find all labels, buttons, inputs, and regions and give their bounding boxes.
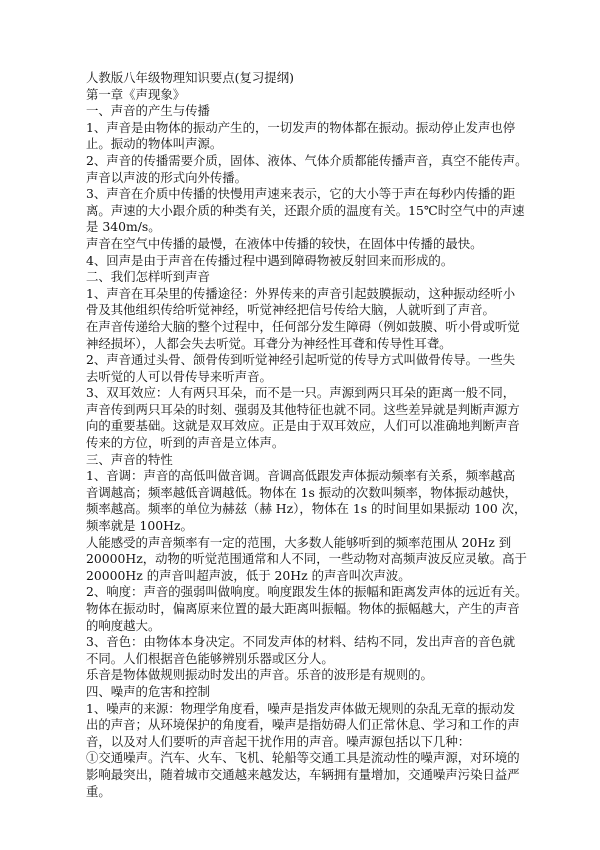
text-line: ①交通噪声。汽车、火车、飞机、轮船等交通工具是流动性的噪声源，对环境的 bbox=[86, 750, 520, 766]
text-line: 频率越高。频率的单位为赫兹（赫 Hz），物体在 1s 的时间里如果振动 100 次， bbox=[86, 501, 527, 517]
text-line: 离。声速的大小跟介质的种类有关，还跟介质的温度有关。15℃时空气中的声速 bbox=[86, 202, 525, 218]
text-line: 神经损坏），人都会失去听觉。耳聋分为神经性耳聋和传导性耳聋。 bbox=[86, 335, 452, 351]
text-line: 不同。人们根据音色能够辨别乐器或区分人。 bbox=[86, 650, 334, 666]
text-line: 2、响度：声音的强弱叫做响度。响度跟发生体的振幅和距离发声体的远近有关。 bbox=[86, 584, 528, 600]
text-line: 二、我们怎样听到声音 bbox=[86, 269, 210, 285]
text-line: 1、声音是由物体的振动产生的，一切发声的物体都在振动。振动停止发声也停 bbox=[86, 119, 516, 135]
text-line: 频率就是 100Hz。 bbox=[86, 518, 193, 534]
text-line: 20000Hz，动物的听觉范围通常和人不同，一些动物对高频声波反应灵敏。高于 bbox=[86, 551, 527, 567]
document-body bbox=[86, 86, 528, 801]
text-line: 重。 bbox=[86, 783, 111, 799]
text-line: 传来的方位，听到的声音是立体声。 bbox=[86, 435, 285, 451]
text-line: 3、声音在介质中传播的快慢用声速来表示，它的大小等于声在每秒内传播的距 bbox=[86, 186, 516, 202]
text-line: 音，以及对人们要听的声音起干扰作用的声音。噪声源包括以下几种： bbox=[86, 733, 471, 749]
text-line: 乐音是物体做规则振动时发出的声音。乐音的波形是有规则的。 bbox=[86, 667, 433, 683]
text-line: 人能感受的声音频率有一定的范围，大多数人能够听到的频率范围从 20Hz 到 bbox=[86, 534, 512, 550]
text-line: 1、声音在耳朵里的传播途径：外界传来的声音引起鼓膜振动，这种振动经听小 bbox=[86, 285, 516, 301]
text-line: 的响度越大。 bbox=[86, 617, 161, 633]
text-line: 2、声音的传播需要介质，固体、液体、气体介质都能传播声音，真空不能传声。 bbox=[86, 152, 528, 168]
text-line: 三、声音的特性 bbox=[86, 451, 173, 467]
text-line: 4、回声是由于声音在传播过程中遇到障碍物被反射回来而形成的。 bbox=[86, 252, 454, 268]
text-line: 2、声音通过头骨、颌骨传到听觉神经引起听觉的传导方式叫做骨传导。一些失 bbox=[86, 352, 516, 368]
text-line: 第一章《声现象》 bbox=[86, 86, 186, 102]
document-title: 人教版八年级物理知识要点(复习提纲) bbox=[86, 70, 294, 85]
text-line: 声音在空气中传播的最慢，在液体中传播的较快，在固体中传播的最快。 bbox=[86, 235, 483, 251]
text-line: 四、噪声的危害和控制 bbox=[86, 683, 210, 699]
text-line: 3、音色：由物体本身决定。不同发声体的材料、结构不同，发出声音的音色就 bbox=[86, 634, 516, 650]
text-line: 是 340m/s。 bbox=[86, 219, 161, 235]
text-line: 3、双耳效应：人有两只耳朵，而不是一只。声源到两只耳朵的距离一般不同， bbox=[86, 385, 516, 401]
text-line: 1、噪声的来源：物理学角度看，噪声是指发声体做无规则的杂乱无章的振动发 bbox=[86, 700, 516, 716]
text-line: 在声音传递给大脑的整个过程中，任何部分发生障碍（例如鼓膜、听小骨或听觉 bbox=[86, 318, 520, 334]
text-line: 骨及其他组织传给听觉神经，听觉神经把信号传给大脑，人就听到了声音。 bbox=[86, 302, 495, 318]
text-line: 声音以声波的形式向外传播。 bbox=[86, 169, 248, 185]
text-line: 出的声音；从环境保护的角度看，噪声是指妨碍人们正常休息、学习和工作的声 bbox=[86, 717, 520, 733]
text-line: 声音传到两只耳朵的时刻、强弱及其他特征也就不同。这些差异就是判断声源方 bbox=[86, 401, 520, 417]
text-line: 一、声音的产生与传播 bbox=[86, 103, 210, 119]
text-line: 止。振动的物体叫声源。 bbox=[86, 136, 223, 152]
text-line: 20000Hz 的声音叫超声波，低于 20Hz 的声音叫次声波。 bbox=[86, 567, 411, 583]
text-line: 向的重要基础。这就是双耳效应。正是由于双耳效应，人们可以准确地判断声音 bbox=[86, 418, 520, 434]
text-line: 去听觉的人可以骨传导来听声音。 bbox=[86, 368, 272, 384]
text-line: 1、音调：声音的高低叫做音调。音调高低跟发声体振动频率有关系，频率越高 bbox=[86, 468, 516, 484]
text-line: 音调越高；频率越低音调越低。物体在 1s 振动的次数叫频率，物体振动越快， bbox=[86, 484, 518, 500]
text-line: 物体在振动时，偏离原来位置的最大距离叫振幅。物体的振幅越大，产生的声音 bbox=[86, 601, 520, 616]
text-line: 影响最突出，随着城市交通越来越发达，车辆拥有量增加，交通噪声污染日益严 bbox=[86, 766, 520, 782]
